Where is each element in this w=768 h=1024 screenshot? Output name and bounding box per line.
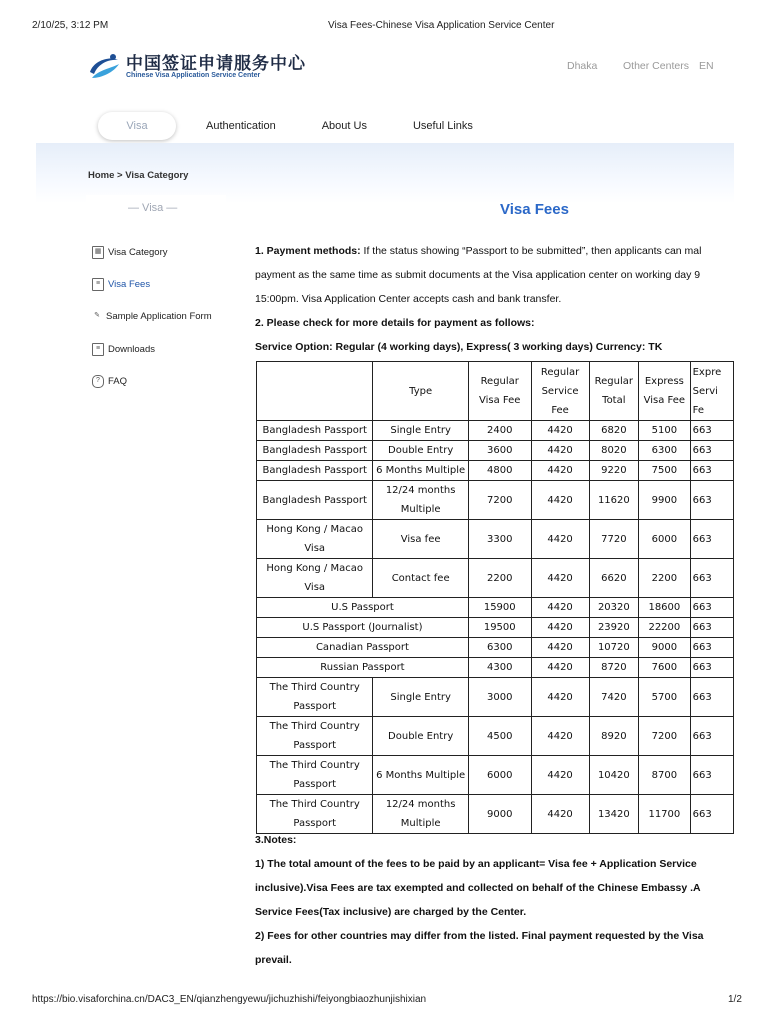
table-cell-value: 8700	[639, 756, 690, 795]
table-cell-value: 663	[690, 598, 733, 618]
table-row	[257, 481, 734, 520]
table-cell-value: 4420	[531, 441, 589, 461]
table-cell-value: 2200	[468, 559, 531, 598]
sidebar	[86, 195, 226, 405]
table-cell-value: 20320	[589, 598, 639, 618]
nav-useful-links[interactable]: Useful Links	[412, 120, 473, 132]
table-cell-value: 4420	[531, 756, 589, 795]
download-doc-icon: ≡	[92, 343, 104, 356]
table-cell-value: 2400	[468, 421, 531, 441]
table-row	[257, 618, 734, 638]
table-row	[257, 795, 734, 834]
table-cell-passport: Russian Passport	[257, 658, 469, 678]
table-cell-value: 7420	[589, 678, 639, 717]
table-header-cell: Regular Visa Fee	[468, 362, 531, 421]
table-cell-value: 23920	[589, 618, 639, 638]
table-cell-value: 22200	[639, 618, 690, 638]
table-cell-value: 9900	[639, 481, 690, 520]
table-row	[257, 678, 734, 717]
table-cell-value: 6300	[639, 441, 690, 461]
table-cell-value: 663	[690, 618, 733, 638]
table-cell-value: 4420	[531, 481, 589, 520]
table-cell-value: 4300	[468, 658, 531, 678]
print-url: https://bio.visaforchina.cn/DAC3_EN/qianzhengyewu/jichuzhishi/feiyongbiaozhunjishixian	[32, 994, 427, 1005]
notes-title: 3.Notes:	[255, 834, 297, 846]
table-cell-value: 13420	[589, 795, 639, 834]
table-cell-value: 6000	[639, 520, 690, 559]
table-cell-value: 663	[690, 421, 733, 441]
document-grid-icon: ▦	[92, 246, 104, 259]
fees-table-header-row	[257, 362, 734, 421]
table-cell-value: 8020	[589, 441, 639, 461]
table-row	[257, 638, 734, 658]
table-cell-value: 4420	[531, 461, 589, 481]
table-cell-value: 18600	[639, 598, 690, 618]
sidebar-item-label: Downloads	[108, 344, 155, 355]
city-link[interactable]: Dhaka	[567, 60, 598, 72]
payment-methods-label: 1. Payment methods:	[255, 245, 361, 257]
table-header-cell: Expre Servi Fe	[690, 362, 733, 421]
table-cell-value: 3000	[468, 678, 531, 717]
logo-english-name: Chinese Visa Application Service Center	[126, 72, 261, 79]
table-row	[257, 441, 734, 461]
table-cell-value: 8920	[589, 717, 639, 756]
table-cell-passport: Bangladesh Passport	[257, 421, 373, 441]
table-row	[257, 756, 734, 795]
table-cell-value: 4420	[531, 717, 589, 756]
sidebar-item-label: Sample Application Form	[106, 311, 212, 322]
table-row	[257, 559, 734, 598]
table-row	[257, 598, 734, 618]
table-cell-value: 663	[690, 481, 733, 520]
table-cell-type: 12/24 months Multiple	[373, 481, 469, 520]
table-header-cell	[257, 362, 373, 421]
table-cell-value: 4420	[531, 421, 589, 441]
language-link[interactable]: EN	[699, 60, 714, 72]
table-cell-value: 4420	[531, 638, 589, 658]
table-cell-value: 6300	[468, 638, 531, 658]
sidebar-item-label: Visa Fees	[108, 279, 151, 290]
sidebar-item-sample-form[interactable]	[92, 311, 212, 322]
table-cell-passport: U.S Passport (Journalist)	[257, 618, 469, 638]
table-cell-value: 6000	[468, 756, 531, 795]
table-cell-value: 4420	[531, 559, 589, 598]
fees-table	[256, 361, 734, 834]
table-cell-type: 6 Months Multiple	[373, 461, 469, 481]
table-cell-value: 4420	[531, 795, 589, 834]
table-cell-value: 4420	[531, 678, 589, 717]
table-cell-passport: The Third Country Passport	[257, 717, 373, 756]
nav-about-us[interactable]: About Us	[321, 120, 367, 132]
table-cell-value: 663	[690, 658, 733, 678]
note-2-line1: 2) Fees for other countries may differ from the listed. Final payment requested by the Visa	[255, 930, 704, 942]
table-header-cell: Type	[373, 362, 469, 421]
note-1-line3: Service Fees(Tax inclusive) are charged by the Center.	[255, 906, 527, 918]
sidebar-item-label: Visa Category	[108, 247, 168, 258]
table-cell-value: 7720	[589, 520, 639, 559]
breadcrumb[interactable]: Home > Visa Category	[88, 170, 189, 181]
table-cell-value: 4420	[531, 520, 589, 559]
table-cell-value: 10420	[589, 756, 639, 795]
note-1-line2: inclusive).Visa Fees are tax exempted and collected on behalf of the Chinese Embassy .A	[255, 882, 701, 894]
table-cell-value: 7200	[639, 717, 690, 756]
table-cell-value: 4500	[468, 717, 531, 756]
table-cell-value: 10720	[589, 638, 639, 658]
document-icon: ≡	[92, 278, 104, 291]
table-cell-value: 15900	[468, 598, 531, 618]
sidebar-item-faq[interactable]	[92, 375, 127, 388]
table-row	[257, 421, 734, 441]
payment-methods-line3: 15:00pm. Visa Application Center accepts cash and bank transfer.	[255, 293, 562, 305]
table-cell-value: 5100	[639, 421, 690, 441]
table-cell-value: 4800	[468, 461, 531, 481]
table-cell-value: 7500	[639, 461, 690, 481]
table-cell-passport: Bangladesh Passport	[257, 441, 373, 461]
table-cell-passport: Hong Kong / Macao Visa	[257, 559, 373, 598]
table-cell-value: 663	[690, 638, 733, 658]
table-cell-value: 11620	[589, 481, 639, 520]
table-cell-type: 6 Months Multiple	[373, 756, 469, 795]
table-cell-value: 663	[690, 756, 733, 795]
service-option-line: Service Option: Regular (4 working days), Express( 3 working days) Currency: TK	[255, 341, 663, 353]
table-cell-value: 663	[690, 559, 733, 598]
table-cell-value: 663	[690, 717, 733, 756]
table-row	[257, 520, 734, 559]
table-cell-value: 5700	[639, 678, 690, 717]
table-cell-value: 663	[690, 678, 733, 717]
form-icon: ✎	[94, 312, 100, 319]
print-datetime: 2/10/25, 3:12 PM	[32, 20, 109, 31]
table-cell-passport: Bangladesh Passport	[257, 461, 373, 481]
table-cell-type: Single Entry	[373, 678, 469, 717]
table-cell-value: 11700	[639, 795, 690, 834]
table-cell-passport: Hong Kong / Macao Visa	[257, 520, 373, 559]
logo-chinese-name: 中国签证申请服务中心	[126, 54, 306, 74]
table-cell-type: Contact fee	[373, 559, 469, 598]
table-header-cell: Regular Total	[589, 362, 639, 421]
table-cell-passport: The Third Country Passport	[257, 795, 373, 834]
table-cell-value: 4420	[531, 618, 589, 638]
table-cell-type: Visa fee	[373, 520, 469, 559]
table-cell-value: 3600	[468, 441, 531, 461]
table-row	[257, 461, 734, 481]
table-cell-type: Single Entry	[373, 421, 469, 441]
table-cell-value: 9220	[589, 461, 639, 481]
table-cell-value: 7200	[468, 481, 531, 520]
table-cell-type: Double Entry	[373, 441, 469, 461]
table-header-cell: Regular Service Fee	[531, 362, 589, 421]
table-cell-value: 663	[690, 795, 733, 834]
table-cell-value: 6820	[589, 421, 639, 441]
sidebar-item-label: FAQ	[108, 376, 128, 387]
page-title: Visa Fees	[500, 201, 569, 218]
table-cell-value: 9000	[639, 638, 690, 658]
table-cell-value: 7600	[639, 658, 690, 678]
payment-methods-line2: payment as the same time as submit documents at the Visa application center on working day 9	[255, 269, 701, 281]
other-centers-link[interactable]: Other Centers	[623, 60, 689, 72]
fees-table-container	[256, 361, 734, 829]
payment-methods-text: If the status showing “Passport to be submitted”, then applicants can mal	[360, 245, 702, 257]
table-cell-value: 3300	[468, 520, 531, 559]
nav-visa[interactable]: Visa	[98, 112, 176, 140]
nav-authentication[interactable]: Authentication	[206, 120, 276, 132]
sidebar-item-visa-fees[interactable]	[92, 278, 150, 291]
sidebar-title: — Visa —	[128, 202, 178, 214]
table-cell-passport: U.S Passport	[257, 598, 469, 618]
table-cell-value: 2200	[639, 559, 690, 598]
sidebar-item-downloads[interactable]	[92, 343, 155, 356]
table-cell-value: 6620	[589, 559, 639, 598]
table-cell-value: 663	[690, 520, 733, 559]
payment-details-heading: 2. Please check for more details for payment as follows:	[255, 317, 535, 329]
payment-methods-line1	[255, 245, 701, 257]
table-cell-type: 12/24 months Multiple	[373, 795, 469, 834]
faq-icon: ?	[92, 375, 104, 388]
main-nav	[98, 110, 519, 142]
table-cell-value: 8720	[589, 658, 639, 678]
table-cell-passport: Canadian Passport	[257, 638, 469, 658]
print-doc-title: Visa Fees-Chinese Visa Application Service Center	[328, 20, 555, 31]
table-cell-passport: The Third Country Passport	[257, 756, 373, 795]
table-cell-value: 4420	[531, 658, 589, 678]
note-1-line1: 1) The total amount of the fees to be paid by an applicant= Visa fee + Application Service	[255, 858, 697, 870]
table-row	[257, 658, 734, 678]
table-row	[257, 717, 734, 756]
logo-swoosh-icon[interactable]	[86, 50, 122, 86]
table-cell-passport: The Third Country Passport	[257, 678, 373, 717]
table-cell-value: 663	[690, 461, 733, 481]
table-cell-value: 663	[690, 441, 733, 461]
table-cell-passport: Bangladesh Passport	[257, 481, 373, 520]
table-cell-value: 4420	[531, 598, 589, 618]
table-cell-value: 9000	[468, 795, 531, 834]
page-number: 1/2	[728, 994, 742, 1005]
table-header-cell: Express Visa Fee	[639, 362, 690, 421]
sidebar-item-visa-category[interactable]	[92, 246, 168, 259]
table-cell-value: 19500	[468, 618, 531, 638]
note-2-line2: prevail.	[255, 954, 292, 966]
table-cell-type: Double Entry	[373, 717, 469, 756]
